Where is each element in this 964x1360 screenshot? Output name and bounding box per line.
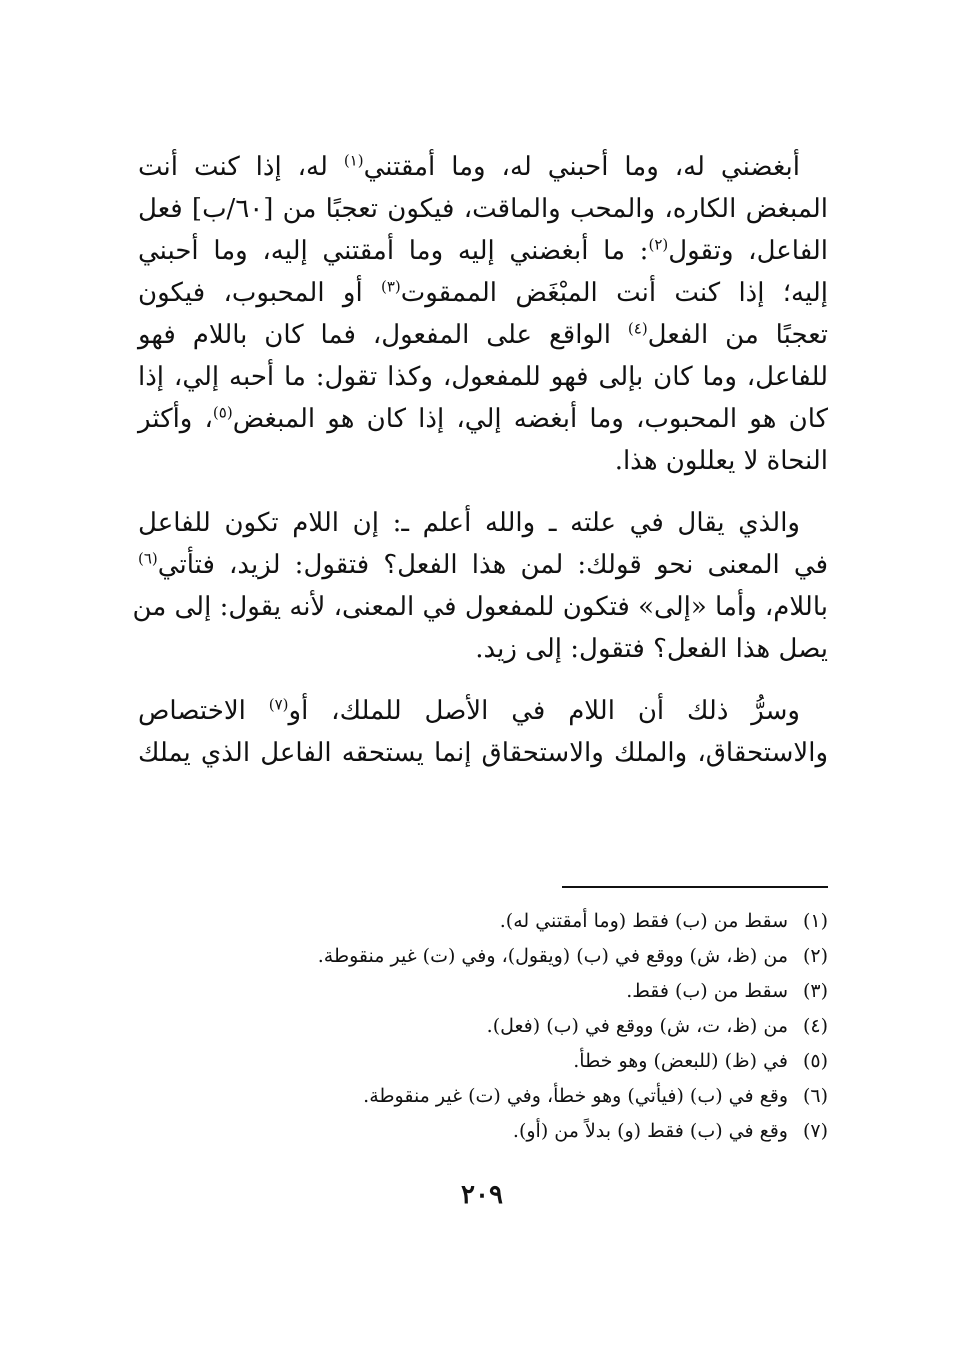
text-line bbox=[138, 272, 828, 314]
footnote-number: (٣) bbox=[802, 980, 828, 1002]
footnote-number: (١) bbox=[802, 910, 828, 932]
footnote-text: وقع في (ب) فقط (و) بدلاً من (أو). bbox=[512, 1120, 788, 1142]
footnote-text: سقط من (ب) فقط. bbox=[626, 980, 788, 1002]
footnote-ref[interactable]: (٢) bbox=[648, 235, 669, 254]
footnote-number: (٤) bbox=[802, 1015, 828, 1037]
text-segment: : ما أبغضني إليه وما أمقتني إليه، وما أحبني bbox=[138, 236, 649, 266]
text-segment: الفاعل، وتقول bbox=[668, 236, 828, 266]
text-line bbox=[138, 690, 828, 732]
footnote bbox=[138, 904, 828, 939]
footnote-text: من (ظ، ش) ووقع في (ب) (ويقول)، وفي (ت) غير منقوطة. bbox=[317, 945, 788, 967]
text-segment: باللام، وأما «إلى» فتكون للمفعول في المعنى، لأنه يقول: إلى من bbox=[132, 592, 828, 622]
footnote-number: (٦) bbox=[802, 1085, 828, 1107]
paragraph bbox=[132, 502, 828, 670]
text-segment: والاستحقاق، والملك والاستحقاق إنما يستحقه الفاعل الذي يملك bbox=[138, 738, 828, 768]
footnotes bbox=[138, 904, 828, 1149]
footnote-ref[interactable]: (٥) bbox=[212, 403, 233, 422]
footnote-divider bbox=[562, 886, 828, 888]
page-number: ٢٠٩ bbox=[461, 1180, 503, 1210]
text-segment: له، إذا كنت أنت bbox=[138, 152, 344, 182]
text-line bbox=[138, 628, 828, 670]
main-text bbox=[132, 146, 829, 794]
text-line bbox=[138, 314, 828, 356]
text-line bbox=[138, 356, 828, 398]
footnote bbox=[138, 974, 828, 1009]
footnote bbox=[138, 1114, 828, 1149]
paragraph bbox=[138, 146, 828, 482]
footnote-ref[interactable]: (٦) bbox=[138, 549, 158, 568]
footnote-ref[interactable]: (٤) bbox=[627, 319, 648, 338]
footnote bbox=[138, 1079, 828, 1114]
text-segment: ، وأكثر bbox=[138, 404, 213, 434]
text-line bbox=[138, 146, 828, 188]
text-line bbox=[132, 586, 828, 628]
footnote-text: وقع في (ب) (فيأتي) وهو خطأ، وفي (ت) غير منقوطة. bbox=[363, 1085, 788, 1107]
footnote bbox=[138, 939, 828, 974]
text-segment: للفاعل، وما كان بإلى فهو للمفعول، وكذا تقول: ما أحبه إلي، إذا bbox=[138, 362, 828, 392]
text-line bbox=[138, 440, 828, 482]
text-segment: إليه؛ إذا كنت أنت المبْغَض الممقوت bbox=[400, 278, 828, 308]
footnote-text: سقط من (ب) فقط (وما أمقتني له). bbox=[499, 910, 788, 932]
footnote bbox=[138, 1009, 828, 1044]
footnote-ref[interactable]: (٧) bbox=[268, 695, 289, 714]
text-segment: والذي يقال في علته ـ والله أعلم ـ: إن اللام تكون للفاعل bbox=[138, 508, 800, 538]
text-segment: الاختصاص bbox=[138, 696, 269, 726]
text-segment: وسرُّ ذلك أن اللام في الأصل للملك، أو bbox=[288, 696, 800, 726]
footnote-ref[interactable]: (١) bbox=[343, 151, 364, 170]
text-segment: تعجبًا من الفعل bbox=[647, 320, 829, 350]
text-segment: أو المحبوب، فيكون bbox=[138, 278, 381, 308]
footnote-text: من (ظ، ت، ش) ووقع في (ب) (فعل). bbox=[486, 1015, 788, 1037]
text-line bbox=[138, 398, 828, 440]
footnote-number: (٢) bbox=[802, 945, 828, 967]
text-segment: يصل هذا الفعل؟ فتقول: إلى زيد. bbox=[475, 634, 828, 664]
text-segment: أبغضني له، وما أحبني له، وما أمقتني bbox=[363, 152, 800, 182]
text-segment: النحاة لا يعللون هذا. bbox=[614, 446, 828, 476]
text-segment: الواقع على المفعول، فما كان باللام فهو bbox=[138, 320, 628, 350]
text-segment: كان هو المحبوب، وما أبغضه إلي، إذا كان هو المبغض bbox=[232, 404, 828, 434]
text-line bbox=[138, 544, 828, 586]
text-line bbox=[138, 188, 828, 230]
paragraph bbox=[138, 690, 828, 774]
footnote bbox=[138, 1044, 828, 1079]
footnote-number: (٥) bbox=[802, 1050, 828, 1072]
text-line bbox=[138, 732, 828, 774]
text-line bbox=[138, 230, 828, 272]
text-segment: في المعنى نحو قولك: لمن هذا الفعل؟ فتقول: لزيد، فتأتي bbox=[157, 550, 828, 580]
footnote-number: (٧) bbox=[802, 1120, 828, 1142]
footnote-ref[interactable]: (٣) bbox=[380, 277, 401, 296]
text-line bbox=[138, 502, 828, 544]
text-segment: المبغض الكاره، والمحب والماقت، فيكون تعجبًا من [٦٠/ب] فعل bbox=[138, 194, 829, 224]
footnote-text: في (ظ) (للبعض) وهو خطأ. bbox=[573, 1050, 788, 1072]
